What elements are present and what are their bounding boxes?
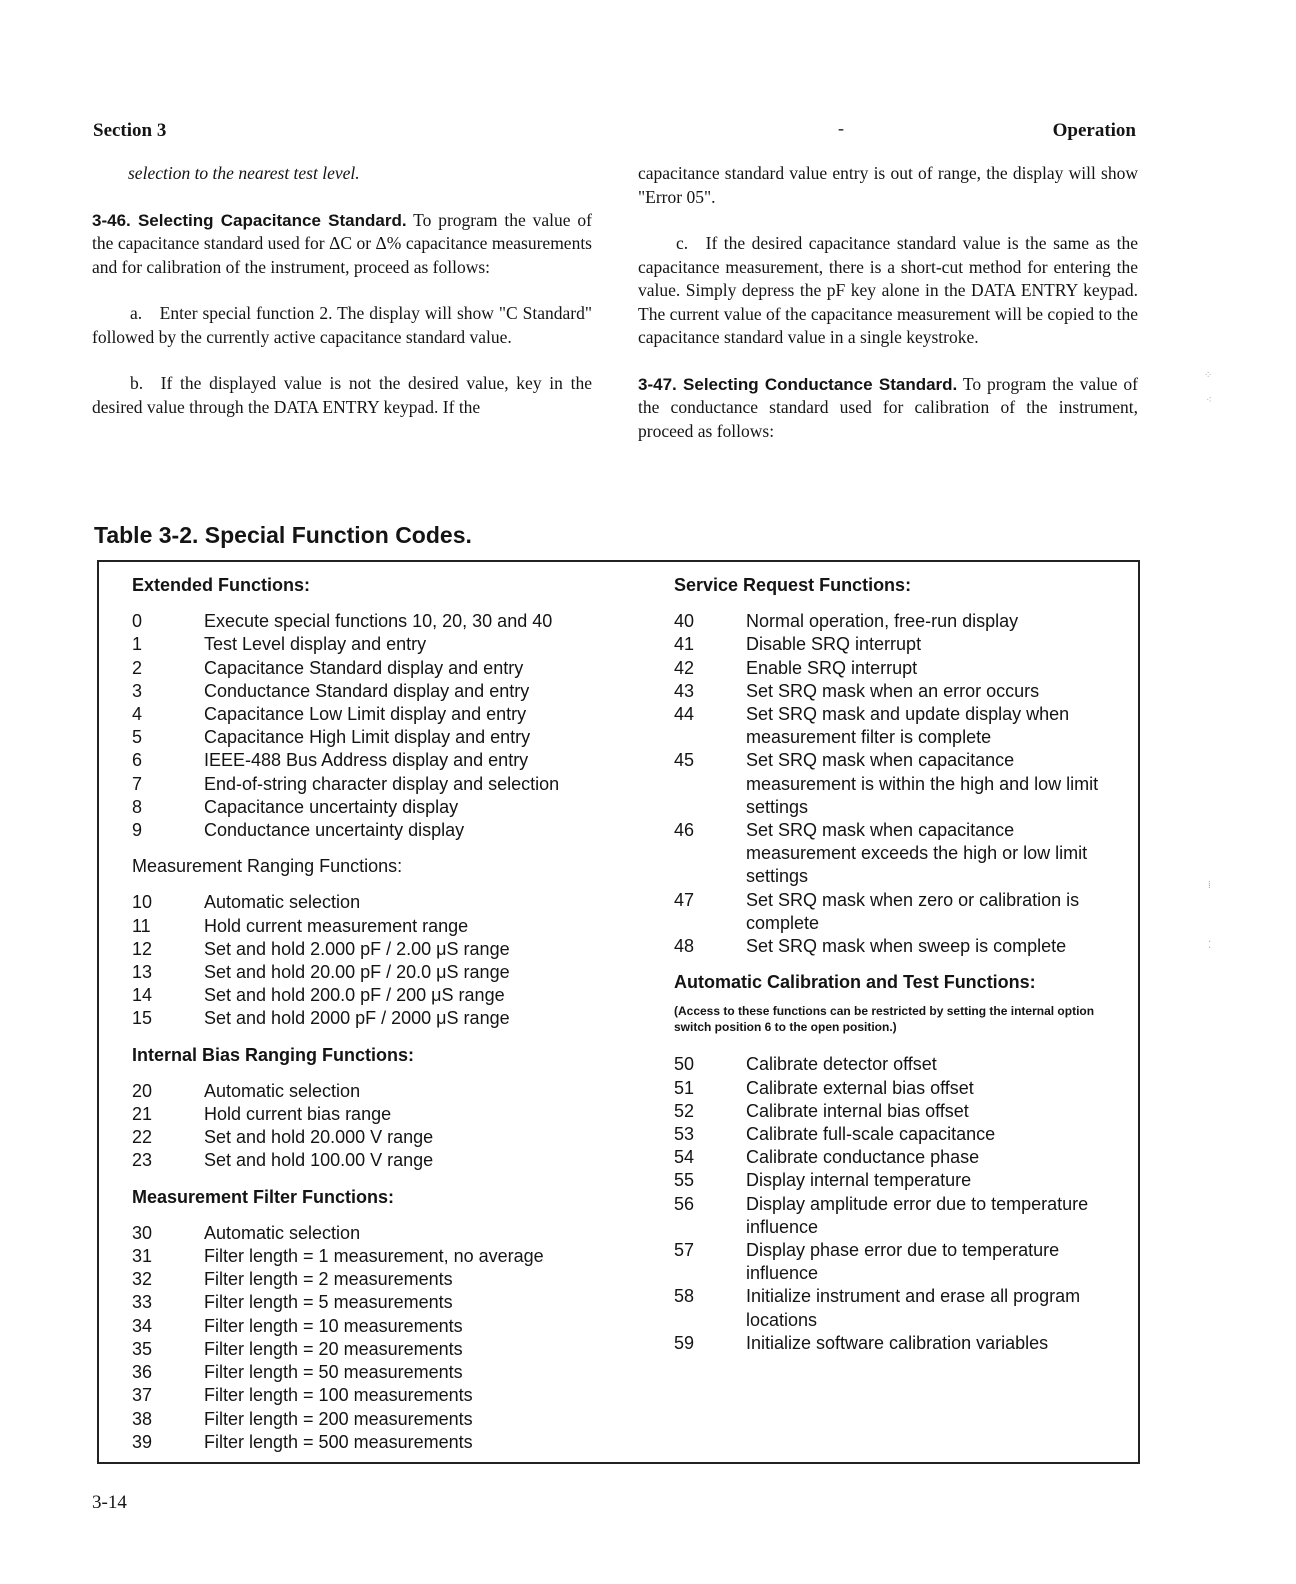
function-code: 21 [132,1104,153,1125]
table-row [132,1245,632,1268]
function-description: Calibrate external bias offset [746,1077,974,1098]
table-row [132,891,632,914]
function-code: 53 [674,1124,695,1145]
table-row [132,1103,632,1126]
function-description: Automatic selection [204,1080,361,1101]
function-description: Calibrate detector offset [746,1054,937,1075]
table-row [132,1007,632,1030]
table-row [132,1080,632,1103]
table-row [132,1222,632,1245]
function-description: Execute special functions 10, 20, 30 and 40 [204,611,553,632]
section-label: Section 3 [93,120,167,141]
table-row [674,749,1114,819]
function-description: Hold current bias range [204,1104,392,1125]
function-code: 23 [132,1150,153,1171]
function-description: Conductance Standard display and entry [204,680,530,701]
function-description: Automatic selection [204,1222,361,1243]
function-code: 48 [674,936,695,957]
function-code: 51 [674,1077,695,1098]
function-description: Set and hold 20.000 V range [204,1127,434,1148]
table-row [132,1291,632,1314]
table-row [674,1077,1114,1100]
function-description: Set and hold 200.0 pF / 200 μS range [204,985,505,1006]
function-code: 39 [132,1431,153,1452]
table-row [132,680,632,703]
function-code: 37 [132,1385,153,1406]
table-row [132,796,632,819]
function-code: 20 [132,1080,153,1101]
page-number: 3-14 [92,1492,127,1513]
table-row [132,961,632,984]
function-description: Filter length = 1 measurement, no average [204,1246,544,1267]
table-row [674,680,1114,703]
group-title: Measurement Filter Functions: [132,1186,395,1207]
table-row [674,1239,1114,1285]
function-description: Automatic selection [204,892,361,913]
function-description: Filter length = 2 measurements [204,1269,453,1290]
table-row [674,657,1114,680]
function-code: 59 [674,1332,695,1353]
table-row [132,633,632,656]
function-code: 5 [132,727,143,748]
function-code: 10 [132,892,153,913]
table-row [132,657,632,680]
table-row [132,984,632,1007]
function-code: 42 [674,657,695,678]
function-code: 13 [132,962,153,983]
function-code: 7 [132,773,143,794]
group-rows [132,1222,632,1454]
table-row [674,1146,1114,1169]
step-c: c. If the desired capacitance standard value is the same as the capacitance measurement, there is a short-cut method for entering the value. Simply depress the pF key alone in the DATA ENTRY keypad. The current value of the capacitance measurement will be copied to the capacitance standard value in a single keystroke. [638,233,1138,347]
group-rows [674,610,1114,958]
function-code: 38 [132,1408,153,1429]
function-description: Initialize instrument and erase all program locations [746,1286,1081,1330]
function-code: 11 [132,915,151,936]
function-code: 6 [132,750,143,771]
function-description: Filter length = 5 measurements [204,1292,453,1313]
function-description: IEEE-488 Bus Address display and entry [204,750,529,771]
function-code: 8 [132,796,143,817]
function-description: Capacitance Standard display and entry [204,657,524,678]
function-code: 47 [674,889,695,910]
function-description: Filter length = 20 measurements [204,1338,463,1359]
continuation-text: selection to the nearest test level. [128,163,360,183]
function-description: Filter length = 100 measurements [204,1385,473,1406]
function-code: 12 [132,938,153,959]
function-description: Display internal temperature [746,1170,972,1191]
function-description: Set SRQ mask and update display when measurement filter is complete [746,704,1070,748]
table-row [674,1193,1114,1239]
function-description: Display phase error due to temperature influence [746,1240,1060,1284]
function-code: 44 [674,704,695,725]
table-row [132,1431,632,1454]
function-description: Set SRQ mask when zero or calibration is complete [746,889,1080,933]
extended-functions-group [132,574,632,842]
function-description: Filter length = 50 measurements [204,1362,463,1383]
table-right-column [674,574,1114,1368]
function-code: 33 [132,1292,153,1313]
table-row [132,1361,632,1384]
function-code: 31 [132,1246,153,1267]
function-code: 4 [132,704,143,725]
paragraph-3-47-heading: 3-47. Selecting Conductance Standard. [638,374,958,394]
function-code: 52 [674,1100,695,1121]
measurement-filter-group [132,1186,632,1454]
step-b: b. If the displayed value is not the desired value, key in the desired value through the DATA ENTRY keypad. If the [92,373,592,417]
service-request-group [674,574,1114,958]
function-description: Calibrate full-scale capacitance [746,1124,996,1145]
table-row [132,915,632,938]
group-title: Measurement Ranging Functions: [132,856,403,877]
table-left-column [132,574,632,1467]
group-rows [674,1053,1114,1355]
function-code: 57 [674,1240,695,1261]
scan-mark-icon: ⁖ [1206,395,1212,406]
group-title: Internal Bias Ranging Functions: [132,1044,415,1065]
table-row [674,703,1114,749]
function-description: Capacitance uncertainty display [204,796,459,817]
table-row [132,1149,632,1172]
table-row [132,1315,632,1338]
function-code: 41 [674,634,695,655]
function-code: 15 [132,1008,153,1029]
function-description: Test Level display and entry [204,634,427,655]
table-title: Table 3-2. Special Function Codes. [94,522,472,548]
step-a: a. Enter special function 2. The display will show "C Standard" followed by the currently active capacitance standard value. [92,303,592,347]
internal-bias-group [132,1044,632,1173]
group-title: Service Request Functions: [674,575,912,595]
function-description: Set SRQ mask when capacitance measurement is within the high and low limit settings [746,750,1099,817]
scan-mark-icon: ⁞ [1208,880,1211,891]
function-description: Hold current measurement range [204,915,469,936]
table-row [674,889,1114,935]
group-rows [132,891,632,1030]
function-code: 30 [132,1222,153,1243]
scan-mark-icon: ⁘ [1204,370,1213,381]
function-code: 14 [132,985,153,1006]
function-code: 32 [132,1269,153,1290]
table-row [674,1123,1114,1146]
right-text-column [638,162,1138,466]
function-code: 50 [674,1054,695,1075]
table-row [674,935,1114,958]
function-code: 56 [674,1193,695,1214]
function-code: 46 [674,820,695,841]
function-description: Set SRQ mask when an error occurs [746,680,1040,701]
table-row [132,1408,632,1431]
function-description: Filter length = 10 measurements [204,1315,463,1336]
function-code: 1 [132,634,143,655]
table-row [674,1169,1114,1192]
left-text-column [92,162,592,442]
access-note: (Access to these functions can be restricted by setting the internal option switch position 6 to the open position.) [674,1004,1095,1035]
continuation-text-right: capacitance standard value entry is out of range, the display will show "Error 05". [638,163,1138,207]
table-row [132,1126,632,1149]
function-description: Calibrate internal bias offset [746,1100,969,1121]
header-dot: - [838,118,844,138]
table-row [132,1338,632,1361]
table-row [674,819,1114,889]
function-code: 22 [132,1127,153,1148]
table-row [132,819,632,842]
function-description: Set SRQ mask when sweep is complete [746,936,1067,957]
table-row [132,773,632,796]
function-code: 40 [674,611,695,632]
paragraph-3-46-heading: 3-46. Selecting Capacitance Standard. [92,210,407,230]
function-description: Set and hold 20.00 pF / 20.0 μS range [204,962,510,983]
group-title: Extended Functions: [132,575,311,595]
function-description: Conductance uncertainty display [204,820,465,841]
group-title: Automatic Calibration and Test Functions: [674,972,1036,993]
function-code: 34 [132,1315,153,1336]
measurement-ranging-group [132,855,632,1030]
scan-mark-icon: ⁚ [1208,940,1212,951]
function-code: 0 [132,611,143,632]
function-code: 43 [674,680,695,701]
auto-calibration-group [674,971,1114,1355]
table-row [132,726,632,749]
function-description: Filter length = 500 measurements [204,1431,473,1452]
table-row [132,749,632,772]
table-row [132,1384,632,1407]
paragraph-3-46-body: To program the value of the capacitance standard used for ΔC or Δ% capacitance measurements and for calibration of the instrument, proceed as follows: [92,209,592,277]
function-description: Set and hold 2000 pF / 2000 μS range [204,1008,510,1029]
table-row [674,633,1114,656]
paragraph-3-46 [92,209,592,280]
function-code: 45 [674,750,695,771]
function-code: 35 [132,1338,153,1359]
function-description: Initialize software calibration variables [746,1332,1049,1353]
function-description: End-of-string character display and selection [204,773,560,794]
paragraph-3-47-body: To program the value of the conductance standard used for calibration of the instrument, proceed as follows: [638,373,1138,441]
function-code: 2 [132,657,143,678]
function-description: Set and hold 100.00 V range [204,1150,434,1171]
function-description: Calibrate conductance phase [746,1147,980,1168]
function-description: Enable SRQ interrupt [746,657,918,678]
function-code: 55 [674,1170,695,1191]
function-code: 3 [132,680,143,701]
table-row [132,1268,632,1291]
table-row [674,1053,1114,1076]
function-description: Capacitance High Limit display and entry [204,727,531,748]
function-description: Set SRQ mask when capacitance measurement exceeds the high or low limit settings [746,820,1088,887]
table-row [132,938,632,961]
table-row [674,1332,1114,1355]
table-row [132,610,632,633]
function-description: Normal operation, free-run display [746,611,1019,632]
function-description: Capacitance Low Limit display and entry [204,704,527,725]
table-row [674,610,1114,633]
special-function-table [97,560,1140,1464]
function-description: Disable SRQ interrupt [746,634,922,655]
table-row [132,703,632,726]
table-row [674,1285,1114,1331]
paragraph-3-47 [638,373,1138,444]
function-code: 36 [132,1362,153,1383]
function-description: Filter length = 200 measurements [204,1408,473,1429]
function-code: 54 [674,1147,695,1168]
group-rows [132,610,632,842]
table-row [674,1100,1114,1123]
function-code: 9 [132,820,143,841]
chapter-label: Operation [1052,120,1136,141]
function-description: Set and hold 2.000 pF / 2.00 μS range [204,938,510,959]
function-code: 58 [674,1286,695,1307]
group-rows [132,1080,632,1173]
function-description: Display amplitude error due to temperature influence [746,1193,1089,1237]
